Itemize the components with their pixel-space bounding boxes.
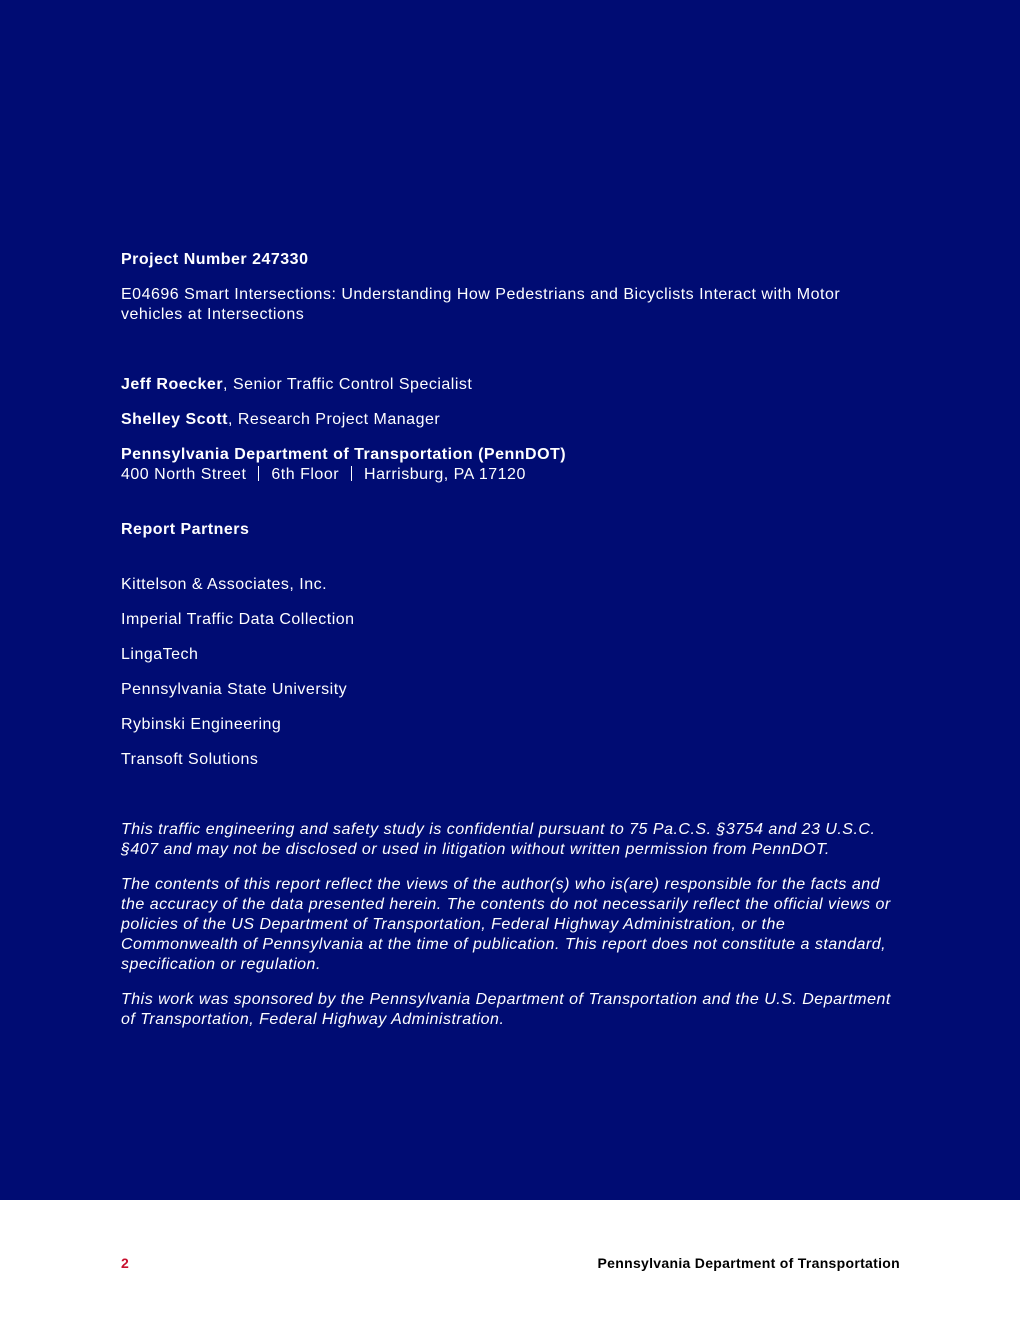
partner-item: Pennsylvania State University: [121, 681, 348, 698]
partner-item: LingaTech: [121, 646, 199, 663]
contact-jeff-roecker: [121, 375, 896, 395]
contact-name: Shelley Scott: [121, 411, 228, 428]
footer-organization: Pennsylvania Department of Transportation: [597, 1255, 900, 1271]
address-floor: 6th Floor: [271, 466, 340, 483]
organization-block: [121, 445, 896, 485]
contact-name: Jeff Roecker: [121, 376, 224, 393]
address-city: Harrisburg, PA 17120: [364, 466, 526, 483]
page-number: 2: [121, 1255, 129, 1271]
address-separator: [258, 466, 259, 481]
partners-list: [121, 575, 896, 770]
organization-address: [121, 465, 896, 485]
partner-item: Rybinski Engineering: [121, 716, 282, 733]
address-street: 400 North Street: [121, 466, 247, 483]
contact-shelley-scott: [121, 410, 896, 430]
partner-item: Kittelson & Associates, Inc.: [121, 576, 328, 593]
organization-name: Pennsylvania Department of Transportation (PennDOT): [121, 446, 567, 463]
views-disclaimer: The contents of this report reflect the views of the author(s) who is(are) responsible for the facts and the accuracy of the data presented herein. The contents do not necessarily reflect the official views or policies of the US Department of Transportation, Federal Highway Administration, or the Commonwealth of Pennsylvania at the time of publication. This report does not constitute a standard, specification or regulation.: [121, 876, 891, 973]
confidentiality-notice: This traffic engineering and safety study is confidential pursuant to 75 Pa.C.S. §3754 and 23 U.S.C. §407 and may not be disclosed or used in litigation without written permission from PennDOT.: [121, 821, 876, 858]
project-title: E04696 Smart Intersections: Understanding How Pedestrians and Bicyclists Interact with Motor vehicles at Intersections: [121, 286, 841, 323]
address-separator: [351, 466, 352, 481]
sponsorship-notice: This work was sponsored by the Pennsylvania Department of Transportation and the U.S. Department of Transportation, Federal Highway Administration.: [121, 991, 891, 1028]
page-footer: [0, 1200, 1020, 1320]
partner-item: Transoft Solutions: [121, 751, 259, 768]
credits-content: [121, 250, 896, 1030]
partners-heading: Report Partners: [121, 521, 250, 538]
contact-role: , Senior Traffic Control Specialist: [223, 376, 473, 393]
contact-role: , Research Project Manager: [227, 411, 441, 428]
partner-item: Imperial Traffic Data Collection: [121, 611, 355, 628]
project-number: Project Number 247330: [121, 251, 309, 268]
